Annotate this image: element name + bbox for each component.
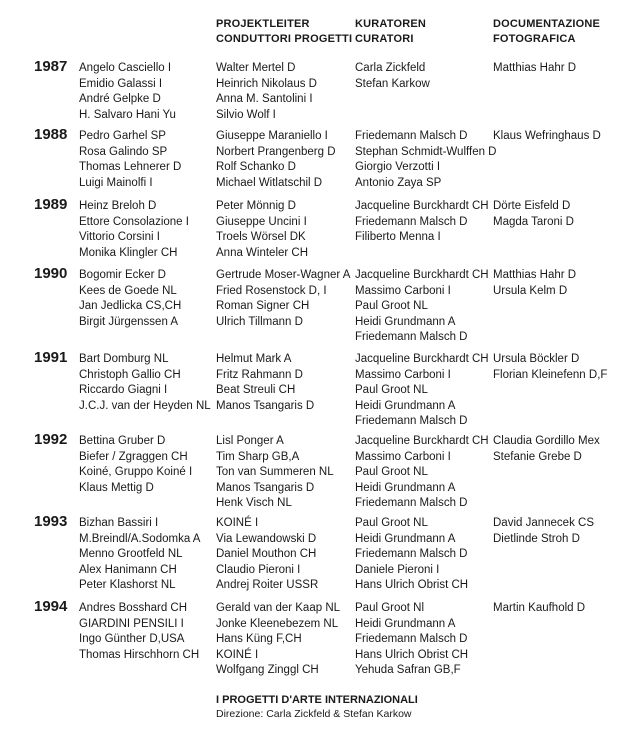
curators-entry: Antonio Zaya SP bbox=[355, 176, 442, 189]
leaders-entry: Lisl Ponger A bbox=[216, 435, 284, 447]
artists-list bbox=[79, 61, 176, 123]
photo-entry: Magda Taroni D bbox=[493, 215, 574, 228]
leaders-entry: Beat Streuli CH bbox=[216, 384, 296, 397]
photo-entry: David Jannecek CS bbox=[493, 517, 594, 529]
leaders-entry: Michael Witlatschil D bbox=[216, 176, 323, 189]
artists-list bbox=[79, 199, 189, 261]
leaders-entry: KOINÉ I bbox=[216, 517, 259, 529]
curators-entry: Hans Ulrich Obrist CH bbox=[355, 579, 469, 592]
photo-entry: Klaus Wefringhaus D bbox=[493, 130, 601, 142]
artists-list bbox=[79, 601, 199, 663]
photo-list bbox=[493, 268, 576, 299]
artists-list bbox=[79, 516, 200, 594]
artists-list bbox=[79, 129, 181, 191]
photo-list bbox=[493, 516, 594, 547]
curators-entry: Jacqueline Burckhardt CH bbox=[355, 435, 489, 447]
artists-entry: André Gelpke D bbox=[79, 93, 161, 106]
photo-entry: Ursula Kelm D bbox=[493, 284, 568, 297]
artists-entry: Thomas Lehnerer D bbox=[79, 161, 182, 174]
leaders-list bbox=[216, 61, 317, 123]
header-leaders: PROJEKTLEITER CONDUTTORI PROGETTI bbox=[216, 18, 353, 45]
curators-list bbox=[355, 268, 489, 346]
curators-list bbox=[355, 601, 468, 679]
year-label: 1991 bbox=[34, 349, 68, 366]
curators-entry: Heidi Grundmann A bbox=[355, 399, 456, 412]
artists-entry: Bart Domburg NL bbox=[79, 353, 169, 365]
artists-entry: Alex Hanimann CH bbox=[79, 563, 177, 576]
photo-entry: Martin Kaufhold D bbox=[493, 602, 586, 614]
photo-list bbox=[493, 129, 601, 145]
artists-entry: Emidio Galassi I bbox=[79, 77, 163, 90]
curators-entry: Paul Groot NL bbox=[355, 300, 428, 313]
curators-entry: Massimo Carboni I bbox=[355, 450, 451, 463]
artists-entry: Jan Jedlicka CS,CH bbox=[79, 300, 182, 313]
artists-entry: Birgit Jürgenssen A bbox=[79, 315, 179, 328]
year-label: 1989 bbox=[34, 196, 68, 213]
curators-entry: Paul Groot NL bbox=[355, 384, 428, 397]
artists-entry: GIARDINI PENSILI I bbox=[79, 617, 184, 630]
leaders-entry: Tim Sharp GB,A bbox=[216, 450, 300, 463]
leaders-list bbox=[216, 268, 350, 330]
leaders-entry: Daniel Mouthon CH bbox=[216, 548, 317, 561]
leaders-entry: Fritz Rahmann D bbox=[216, 368, 303, 381]
artists-entry: Thomas Hirschhorn CH bbox=[79, 648, 200, 661]
artists-list bbox=[79, 434, 192, 496]
photo-entry: Matthias Hahr D bbox=[493, 269, 577, 281]
curators-list bbox=[355, 516, 468, 594]
leaders-entry: Giuseppe Uncini I bbox=[216, 215, 307, 228]
curators-entry: Friedemann Malsch D bbox=[355, 633, 468, 646]
photo-entry: Matthias Hahr D bbox=[493, 62, 577, 74]
curators-entry: Paul Groot NL bbox=[355, 517, 428, 529]
year-label: 1992 bbox=[34, 431, 68, 448]
curators-entry: Filiberto Menna I bbox=[355, 231, 441, 244]
year-label: 1993 bbox=[34, 513, 68, 530]
footer-subtitle: Direzione: Carla Zickfeld & Stefan Karkow bbox=[216, 708, 412, 720]
photo-list bbox=[493, 352, 607, 383]
curators-entry: Carla Zickfeld bbox=[355, 62, 426, 74]
leaders-entry: Helmut Mark A bbox=[216, 353, 292, 365]
year-label: 1987 bbox=[34, 58, 68, 75]
header-photo: DOCUMENTAZIONE FOTOGRAFICA bbox=[493, 18, 601, 45]
artists-entry: Rosa Galindo SP bbox=[79, 145, 168, 158]
curators-entry: Giorgio Verzotti I bbox=[355, 161, 441, 174]
curators-entry: Friedemann Malsch D bbox=[355, 331, 468, 344]
artists-entry: Klaus Mettig D bbox=[79, 481, 154, 494]
photo-list bbox=[493, 61, 576, 77]
curators-entry: Jacqueline Burckhardt CH bbox=[355, 200, 489, 212]
photo-entry: Dörte Eisfeld D bbox=[493, 200, 571, 212]
leaders-entry: Troels Wörsel DK bbox=[216, 231, 306, 244]
curators-list bbox=[355, 434, 489, 512]
artists-entry: Heinz Breloh D bbox=[79, 200, 157, 212]
leaders-entry: Andrej Roiter USSR bbox=[216, 579, 319, 592]
curators-entry: Daniele Pieroni I bbox=[355, 563, 440, 576]
leaders-entry: Norbert Prangenberg D bbox=[216, 145, 336, 158]
photo-entry: Florian Kleinefenn D,F bbox=[493, 368, 608, 381]
curators-entry: Friedemann Malsch D bbox=[355, 415, 468, 428]
curators-entry: Hans Ulrich Obrist CH bbox=[355, 648, 469, 661]
leaders-entry: Fried Rosenstock D, I bbox=[216, 284, 327, 297]
year-label: 1994 bbox=[34, 598, 68, 615]
artists-entry: Angelo Casciello I bbox=[79, 62, 172, 74]
artists-entry: Bogomir Ecker D bbox=[79, 269, 166, 281]
leaders-entry: Silvio Wolf I bbox=[216, 108, 276, 121]
artists-entry: Koiné, Gruppo Koiné I bbox=[79, 466, 193, 479]
photo-entry: Ursula Böckler D bbox=[493, 353, 580, 365]
curators-entry: Paul Groot NL bbox=[355, 466, 428, 479]
photo-entry: Claudia Gordillo Mex bbox=[493, 435, 600, 447]
leaders-list bbox=[216, 516, 318, 594]
artists-list bbox=[79, 268, 181, 330]
curators-entry: Massimo Carboni I bbox=[355, 368, 451, 381]
artists-entry: M.Breindl/A.Sodomka A bbox=[79, 532, 201, 545]
leaders-entry: Anna M. Santolini I bbox=[216, 93, 313, 106]
artists-entry: Bettina Gruber D bbox=[79, 435, 166, 447]
artists-entry: Peter Klashorst NL bbox=[79, 579, 176, 592]
artists-entry: Christoph Gallio CH bbox=[79, 368, 181, 381]
header-curators: KURATOREN CURATORI bbox=[355, 18, 427, 45]
leaders-entry: Gertrude Moser-Wagner A bbox=[216, 269, 351, 281]
artists-entry: J.C.J. van der Heyden NL bbox=[79, 399, 211, 412]
leaders-entry: KOINÉ I bbox=[216, 648, 259, 661]
leaders-entry: Manos Tsangaris D bbox=[216, 399, 315, 412]
curators-entry: Jacqueline Burckhardt CH bbox=[355, 353, 489, 365]
curators-entry: Paul Groot Nl bbox=[355, 602, 425, 614]
photo-entry: Stefanie Grebe D bbox=[493, 450, 582, 463]
leaders-entry: Gerald van der Kaap NL bbox=[216, 602, 341, 614]
leaders-entry: Heinrich Nikolaus D bbox=[216, 77, 317, 90]
leaders-entry: Jonke Kleenebezem NL bbox=[216, 617, 339, 630]
leaders-entry: Anna Winteler CH bbox=[216, 246, 309, 259]
leaders-entry: Roman Signer CH bbox=[216, 300, 310, 313]
curators-entry: Jacqueline Burckhardt CH bbox=[355, 269, 489, 281]
leaders-list bbox=[216, 199, 308, 261]
curators-entry: Yehuda Safran GB,F bbox=[355, 664, 461, 677]
artists-entry: Ingo Günther D,USA bbox=[79, 633, 185, 646]
curators-list bbox=[355, 352, 489, 430]
artists-entry: Menno Grootfeld NL bbox=[79, 548, 183, 561]
artists-entry: Andres Bosshard CH bbox=[79, 602, 188, 614]
curators-entry: Friedemann Malsch D bbox=[355, 130, 468, 142]
leaders-entry: Ulrich Tillmann D bbox=[216, 315, 303, 328]
photo-list bbox=[493, 434, 600, 465]
photo-list bbox=[493, 199, 574, 230]
curators-entry: Friedemann Malsch D bbox=[355, 215, 468, 228]
curators-entry: Heidi Grundmann A bbox=[355, 315, 456, 328]
artists-entry: Ettore Consolazione I bbox=[79, 215, 189, 228]
leaders-entry: Claudio Pieroni I bbox=[216, 563, 301, 576]
leaders-entry: Ton van Summeren NL bbox=[216, 466, 334, 479]
leaders-entry: Henk Visch NL bbox=[216, 497, 292, 510]
leaders-entry: Walter Mertel D bbox=[216, 62, 296, 74]
artists-list bbox=[79, 352, 211, 414]
curators-entry: Friedemann Malsch D bbox=[355, 548, 468, 561]
footer-title: I PROGETTI D'ARTE INTERNAZIONALI bbox=[216, 694, 418, 706]
leaders-entry: Hans Küng F,CH bbox=[216, 633, 302, 646]
curators-entry: Heidi Grundmann A bbox=[355, 532, 456, 545]
year-label: 1988 bbox=[34, 126, 68, 143]
leaders-entry: Manos Tsangaris D bbox=[216, 481, 315, 494]
leaders-entry: Rolf Schanko D bbox=[216, 161, 296, 174]
leaders-list bbox=[216, 601, 340, 679]
curators-list bbox=[355, 199, 489, 246]
leaders-entry: Wolfgang Zinggl CH bbox=[216, 664, 319, 677]
photo-list bbox=[493, 601, 585, 617]
artists-entry: Riccardo Giagni I bbox=[79, 384, 168, 397]
curators-entry: Stefan Karkow bbox=[355, 77, 430, 90]
curators-entry: Stephan Schmidt-Wulffen D bbox=[355, 145, 497, 158]
leaders-list bbox=[216, 434, 334, 512]
curators-entry: Heidi Grundmann A bbox=[355, 481, 456, 494]
curators-entry: Massimo Carboni I bbox=[355, 284, 451, 297]
leaders-entry: Giuseppe Maraniello I bbox=[216, 130, 328, 142]
curators-entry: Heidi Grundmann A bbox=[355, 617, 456, 630]
artists-entry: Kees de Goede NL bbox=[79, 284, 177, 297]
artists-entry: H. Salvaro Hani Yu bbox=[79, 108, 176, 121]
curators-list bbox=[355, 129, 496, 191]
artists-entry: Luigi Mainolfi I bbox=[79, 176, 153, 189]
leaders-list bbox=[216, 129, 336, 191]
artists-entry: Pedro Garhel SP bbox=[79, 130, 166, 142]
curators-list bbox=[355, 61, 430, 92]
leaders-entry: Via Lewandowski D bbox=[216, 532, 317, 545]
artists-entry: Biefer / Zgraggen CH bbox=[79, 450, 188, 463]
footer bbox=[216, 693, 418, 721]
leaders-list bbox=[216, 352, 314, 414]
photo-entry: Dietlinde Stroh D bbox=[493, 532, 580, 545]
year-label: 1990 bbox=[34, 265, 68, 282]
curators-entry: Friedemann Malsch D bbox=[355, 497, 468, 510]
leaders-entry: Peter Mönnig D bbox=[216, 200, 296, 212]
artists-entry: Monika Klingler CH bbox=[79, 246, 178, 259]
artists-entry: Bizhan Bassiri I bbox=[79, 517, 159, 529]
artists-entry: Vittorio Corsini I bbox=[79, 231, 160, 244]
